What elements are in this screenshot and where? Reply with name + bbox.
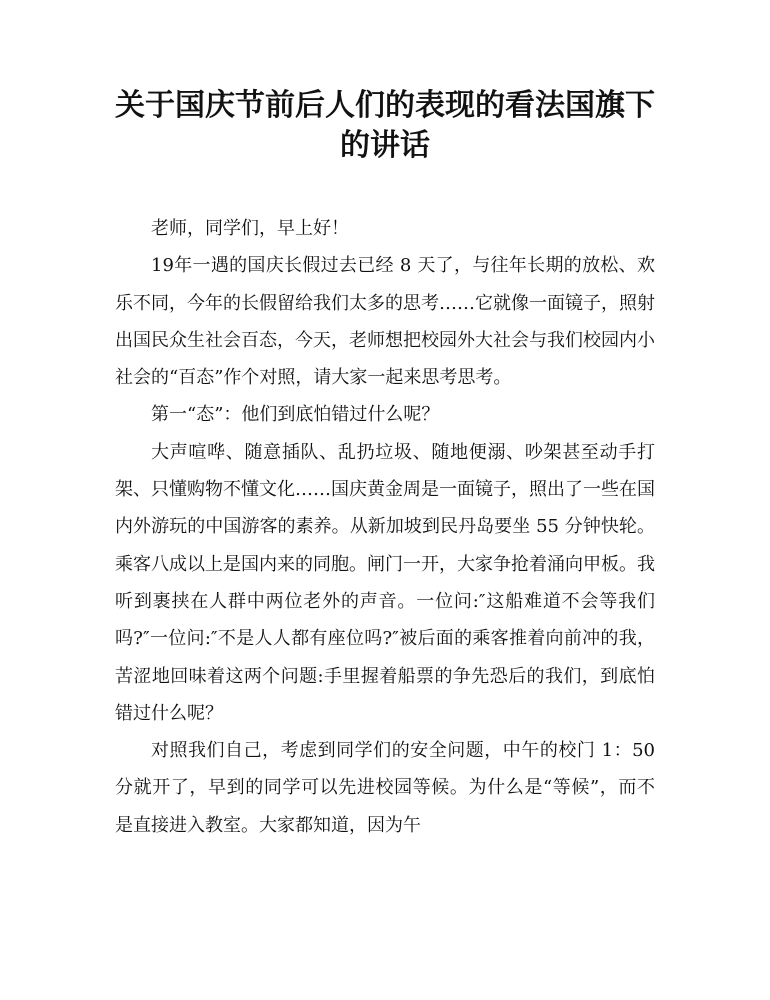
paragraph-school-comparison: 对照我们自己，考虑到同学们的安全问题，中午的校门 1：50 分就开了，早到的同学可以先进校园等候。为什么是“等候”，而不是直接进入教室。大家都知道，因为午 [115, 740, 655, 836]
paragraph-tourist-behavior: 大声喧哗、随意插队、乱扔垃圾、随地便溺、吵架甚至动手打架、只懂购物不懂文化……国庆黄金周是一面镜子，照出了一些在国内外游玩的中国游客的素养。从新加坡到民丹岛要坐 55 分钟快轮。乘客八成以上是国内来的同胞。闸门一开，大家争抢着涌向甲板。我听到裹挟在人群中两位老外的声音。一位问:″这船难道不会等我们吗?″一位问:″不是人人都有座位吗?″被后面的乘客推着向前冲的我，苦涩地回味着这两个问题:手里握着船票的争先恐后的我们，到底怕错过什么呢？ [115, 441, 655, 724]
paragraph-intro: 19年一遇的国庆长假过去已经 8 天了，与往年长期的放松、欢乐不同，今年的长假留给我们太多的思考……它就像一面镜子，照射出国民众生社会百态，今天，老师想把校园外大社会与我们校园内小社会的“百态”作个对照，请大家一起来思考思考。 [115, 255, 655, 389]
document-body [115, 210, 655, 844]
document-title: 关于国庆节前后人们的表现的看法国旗下的讲话 [115, 88, 655, 163]
paragraph-section-heading: 第一“态”：他们到底怕错过什么呢？ [151, 404, 440, 426]
paragraph-greeting: 老师，同学们，早上好！ [151, 218, 349, 239]
